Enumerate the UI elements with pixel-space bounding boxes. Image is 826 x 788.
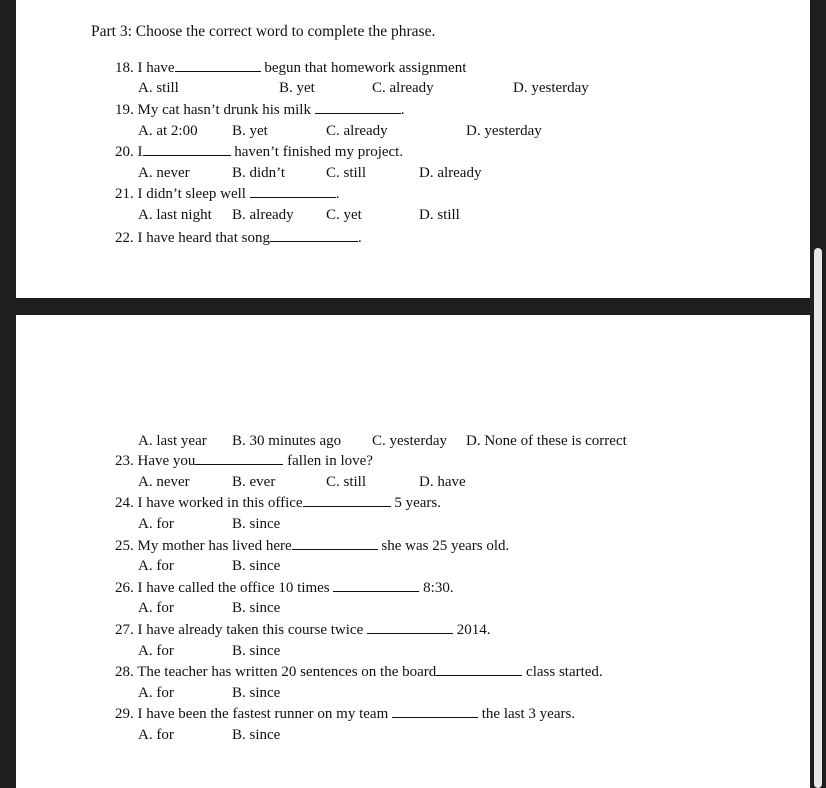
answer-blank [392, 705, 478, 718]
option-a: A. for [138, 600, 174, 616]
option-b: B. since [232, 643, 281, 659]
option-b: B. since [232, 558, 281, 574]
option-a: A. last year [138, 433, 207, 449]
question-text-after: she was 25 years old. [381, 538, 510, 554]
worksheet-page-1 [16, 0, 810, 298]
question-25 [115, 537, 509, 555]
question-text-before: 26. I have called the office 10 times [115, 580, 330, 596]
worksheet-page-2 [16, 315, 810, 788]
option-b: B. since [232, 600, 281, 616]
answer-blank [175, 59, 261, 72]
question-text-after: the last 3 years. [481, 706, 576, 722]
option-a: A. never [138, 474, 190, 490]
question-text-after: 2014. [456, 622, 491, 638]
option-a: A. for [138, 727, 174, 743]
question-text-after: haven’t finished my project. [234, 144, 404, 160]
question-21 [115, 185, 339, 203]
question-text-before: 29. I have been the fastest runner on my team [115, 706, 389, 722]
question-text-after: . [335, 186, 340, 202]
answer-blank [143, 143, 231, 156]
option-a: A. for [138, 685, 174, 701]
question-text-after: . [400, 102, 405, 118]
answer-blank [270, 229, 358, 242]
question-26 [115, 579, 454, 597]
answer-blank [303, 494, 391, 507]
question-text-before: 28. The teacher has written 20 sentences on the board [115, 664, 437, 680]
question-18 [115, 59, 466, 77]
option-c: C. yet [326, 207, 362, 223]
option-d: D. yesterday [513, 80, 589, 96]
question-29 [115, 705, 575, 723]
option-c: C. still [326, 165, 367, 181]
answer-blank [250, 185, 336, 198]
option-d: D. have [419, 474, 466, 490]
question-text-after: class started. [526, 664, 603, 680]
option-c: C. yesterday [372, 433, 447, 449]
option-d: D. yesterday [466, 123, 542, 139]
option-b: B. since [232, 727, 281, 743]
option-b: B. didn’t [232, 165, 286, 181]
question-27 [115, 621, 490, 639]
answer-blank [436, 663, 522, 676]
question-text-before: 22. I have heard that song [115, 230, 270, 246]
question-text-after: . [357, 230, 362, 246]
question-text-before: 23. Have you [115, 453, 196, 469]
answer-blank [292, 537, 378, 550]
option-a: A. for [138, 558, 174, 574]
option-b: B. yet [232, 123, 268, 139]
option-d: D. None of these is correct [466, 433, 627, 449]
question-text-before: 21. I didn’t sleep well [115, 186, 246, 202]
option-b: B. ever [232, 474, 276, 490]
question-text-after: 5 years. [394, 495, 441, 511]
option-a: A. still [138, 80, 179, 96]
answer-blank [367, 621, 453, 634]
option-d: D. already [419, 165, 482, 181]
question-22 [115, 229, 362, 247]
question-23 [115, 452, 373, 470]
question-text-before: 19. My cat hasn’t drunk his milk [115, 102, 311, 118]
option-b: B. yet [279, 80, 315, 96]
option-a: A. never [138, 165, 190, 181]
answer-blank [333, 579, 419, 592]
option-b: B. 30 minutes ago [232, 433, 342, 449]
question-text-before: 25. My mother has lived here [115, 538, 292, 554]
option-a: A. last night [138, 207, 212, 223]
question-text-after: begun that homework assignment [264, 60, 467, 76]
option-c: C. already [372, 80, 434, 96]
option-c: C. already [326, 123, 388, 139]
question-20 [115, 143, 403, 161]
answer-blank [315, 101, 401, 114]
question-text-before: 18. I have [115, 60, 175, 76]
option-a: A. at 2:00 [138, 123, 198, 139]
option-a: A. for [138, 516, 174, 532]
option-b: B. since [232, 516, 281, 532]
answer-blank [195, 452, 283, 465]
question-text-before: 27. I have already taken this course twice [115, 622, 364, 638]
question-text-before: 24. I have worked in this office [115, 495, 303, 511]
question-28 [115, 663, 603, 681]
option-b: B. already [232, 207, 294, 223]
option-a: A. for [138, 643, 174, 659]
question-24 [115, 494, 441, 512]
option-b: B. since [232, 685, 281, 701]
question-text-after: 8:30. [423, 580, 454, 596]
vertical-scrollbar[interactable] [814, 248, 822, 788]
part-title: Part 3: Choose the correct word to complete the phrase. [91, 23, 436, 40]
option-d: D. still [419, 207, 460, 223]
option-c: C. still [326, 474, 367, 490]
question-text-after: fallen in love? [287, 453, 373, 469]
question-19 [115, 101, 404, 119]
question-text-before: 20. I [115, 144, 143, 160]
